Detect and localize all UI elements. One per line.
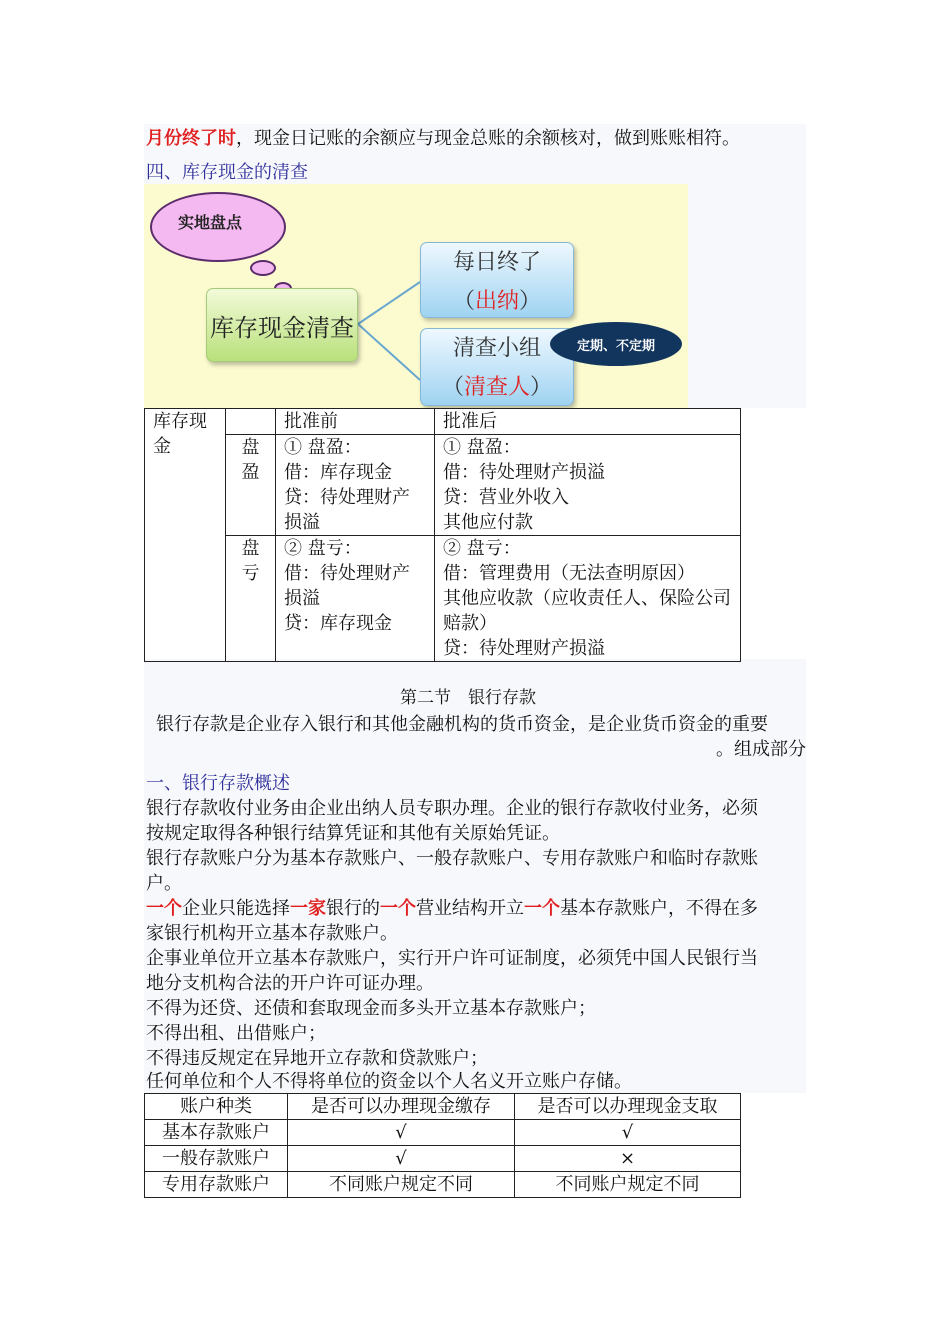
- table-row: 专用存款账户 不同账户规定不同 不同账户规定不同: [145, 1172, 741, 1198]
- overview-p1-line2: 按规定取得各种银行结算凭证和其他有关原始凭证。: [146, 823, 560, 844]
- overview-p8: 任何单位和个人不得将单位的资金以个人名义开立账户存储。: [146, 1071, 632, 1092]
- section4-title: 四、库存现金的清查: [146, 162, 308, 183]
- blank-header-cell: [226, 409, 276, 435]
- overview-p4-line2: 地分支机构合法的开户许可证办理。: [146, 973, 434, 994]
- cash-surplus-shortage-table: [144, 408, 741, 662]
- section2-desc-line2: 。组成部分: [716, 739, 806, 760]
- table-row: [145, 536, 741, 662]
- cash-check-diagram: [144, 184, 688, 408]
- section2-desc-line1: 银行存款是企业存入银行和其他金融机构的货币资金，是企业货币资金的重要: [156, 714, 768, 735]
- overview-p5: 不得为还贷、还债和套取现金而多头开立基本存款账户；: [146, 998, 596, 1019]
- overview-p3-line2: 家银行机构开立基本存款账户。: [146, 923, 398, 944]
- timing-bubble: [550, 322, 682, 366]
- shortage-after: ② 盘亏： 借：管理费用（无法查明原因） 其他应收款（应收责任人、保险公司赔款） 贷：待处理财产损溢: [435, 536, 741, 662]
- center-label: 库存现金清查: [210, 313, 354, 342]
- box-team-line1: 清查小组: [452, 336, 541, 361]
- box-team-checker: 清查人: [463, 375, 530, 400]
- box-daily-line1: 每日终了: [452, 250, 541, 275]
- center-box: [206, 288, 358, 362]
- col-after-header: 批准后: [435, 409, 741, 435]
- header-cash-withdraw: 是否可以办理现金支取: [515, 1094, 741, 1120]
- overview-p2-line1: 银行存款账户分为基本存款账户、一般存款账户、专用存款账户和临时存款账: [146, 848, 758, 869]
- intro-highlight: 月份终了时: [146, 128, 236, 149]
- header-account-type: 账户种类: [145, 1094, 288, 1120]
- overview-p6: 不得出租、出借账户；: [146, 1023, 326, 1044]
- table-row: [145, 409, 741, 435]
- header-cash-deposit: 是否可以办理现金缴存: [288, 1094, 515, 1120]
- overview-p2-line2: 户。: [146, 873, 182, 894]
- overview-title: 一、银行存款概述: [146, 773, 290, 794]
- section2-title: 第二节 银行存款: [400, 688, 536, 708]
- cloud-label: 实地盘点: [178, 213, 243, 232]
- account-type-table: [144, 1093, 741, 1198]
- surplus-before: ① 盘盈： 借：库存现金 贷：待处理财产损溢: [276, 435, 435, 536]
- overview-p1-line1: 银行存款收付业务由企业出纳人员专职办理。企业的银行存款收付业务，必须: [146, 798, 758, 819]
- box-daily: [420, 242, 574, 318]
- box-daily-cashier: 出纳: [474, 289, 519, 314]
- overview-p4-line1: 企事业单位开立基本存款账户，实行开户许可证制度，必须凭中国人民银行当: [146, 948, 758, 969]
- box-team-line2: （清查人）: [441, 375, 553, 400]
- intro-line: [146, 126, 740, 151]
- shortage-label: 盘亏: [226, 536, 276, 662]
- overview-p3-line1: 一个企业只能选择一家银行的一个营业结构开立一个基本存款账户，不得在多: [146, 898, 758, 919]
- intro-rest: ，现金日记账的余额应与现金总账的余额核对，做到账账相符。: [236, 128, 740, 149]
- col-before-header: 批准前: [276, 409, 435, 435]
- box-daily-line2: （出纳）: [452, 289, 542, 314]
- surplus-label: 盘盈: [226, 435, 276, 536]
- overview-p7: 不得违反规定在异地开立存款和贷款账户；: [146, 1048, 488, 1069]
- shortage-before: ② 盘亏： 借：待处理财产损溢 贷：库存现金: [276, 536, 435, 662]
- table-row: [145, 1094, 741, 1120]
- timing-bubble-label: 定期、不定期: [576, 338, 655, 354]
- surplus-after: ① 盘盈： 借：待处理财产损溢 贷：营业外收入 其他应付款: [435, 435, 741, 536]
- table-row: 一般存款账户 √ ×: [145, 1146, 741, 1172]
- row-header-cell: 库存现金: [145, 409, 226, 662]
- table-row: [145, 435, 741, 536]
- table-row: 基本存款账户 √ √: [145, 1120, 741, 1146]
